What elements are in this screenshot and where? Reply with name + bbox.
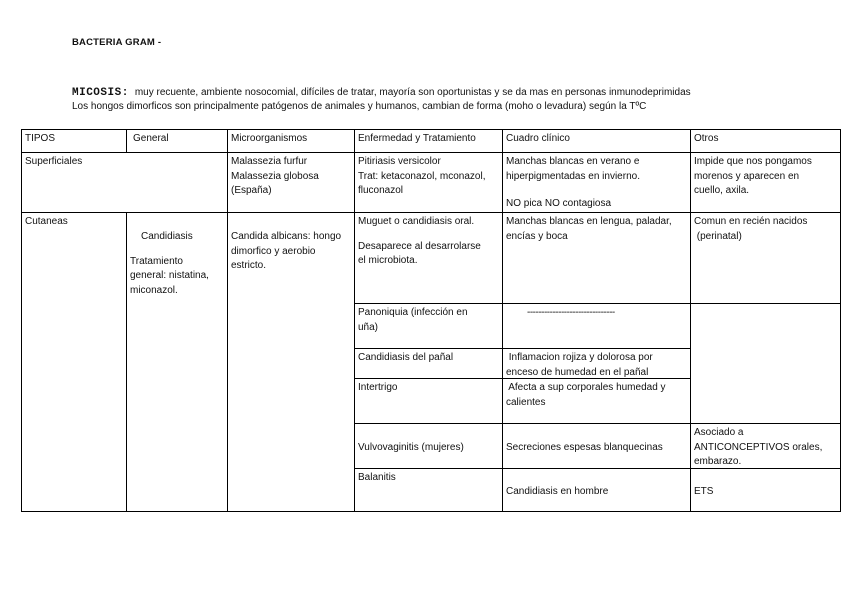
text-line: dimorfico y aerobio (231, 245, 316, 257)
text-line: Afecta a sup corporales humedad y (506, 382, 666, 393)
text-line: embarazo. (694, 456, 742, 467)
text-line: NO pica NO contagiosa (506, 198, 612, 209)
superficiales-cuadro (503, 153, 690, 212)
intro-paragraph (72, 86, 812, 114)
text-line: (España) (231, 185, 272, 196)
text-line: Candida albicans: hongo (231, 231, 342, 242)
text-line: Manchas blancas en lengua, paladar, (506, 216, 672, 227)
text-line: Malassezia globosa (231, 170, 319, 182)
general-title: Candidiasis (141, 231, 193, 242)
text-line: Manchas blancas en verano e (506, 156, 640, 167)
text-line: fluconazol (358, 185, 404, 196)
text-line: ANTICONCEPTIVOS orales, (694, 441, 823, 453)
text-line: el microbiota. (358, 255, 418, 266)
otros-vulvovaginitis (691, 424, 840, 472)
text-line: uña) (358, 321, 379, 333)
table-border-bottom (21, 511, 841, 512)
text-line: Panoniquia (infección en (358, 307, 468, 318)
intro-line-1-text: muy recuente, ambiente nosocomial, difíciles de tratar, mayoría son oportunistas y se da mas en personas inmunodeprimidas (134, 87, 691, 98)
text-line: morenos y aparecen en (694, 170, 800, 182)
enfermedad-panoniquia (355, 304, 502, 337)
otros-muguet (691, 213, 840, 246)
text-line: Tratamiento (130, 255, 183, 267)
text-line: general: nistatina, (130, 270, 209, 281)
table-header: General (133, 133, 169, 144)
cuadro-panoniquia: ------------------------------- (527, 307, 615, 318)
text-line: Asociado a (694, 427, 744, 438)
cuadro-vulvovaginitis: Secreciones espesas blanquecinas (506, 442, 663, 453)
text-line: Inflamacion rojiza y dolorosa por (506, 352, 653, 363)
superficiales-microorganismos (228, 153, 354, 201)
table-header: Cuadro clínico (506, 133, 570, 144)
micosis-keyword: MICOSIS: (72, 87, 129, 99)
cutaneas-general (127, 213, 227, 300)
table-header: Otros (694, 133, 719, 144)
table-border-right (840, 129, 841, 512)
table-border-left (21, 129, 22, 512)
enfermedad-muguet (355, 213, 502, 271)
superficiales-enfermedad (355, 153, 502, 201)
text-line: encías y boca (506, 230, 568, 242)
micosis-table (21, 129, 841, 511)
page-heading: BACTERIA GRAM - (72, 37, 162, 48)
table-header: TIPOS (25, 133, 56, 144)
text-line: hiperpigmentadas en invierno. (506, 170, 640, 182)
text-line: Impide que nos pongamos (694, 156, 812, 167)
cuadro-intertrigo (503, 379, 690, 412)
intro-line-1 (72, 86, 812, 100)
text-line: cuello, axila. (694, 185, 750, 196)
cuadro-panal (503, 349, 690, 382)
cuadro-balanitis: Candidiasis en hombre (506, 486, 609, 497)
table-header: Enfermedad y Tratamiento (358, 133, 476, 144)
enfermedad-vulvovaginitis: Vulvovaginitis (mujeres) (358, 442, 464, 453)
text-line: enceso de humedad en el pañal (506, 366, 649, 378)
enfermedad-panal: Candidiasis del pañal (358, 352, 454, 363)
text-line: Muguet o candidiasis oral. (358, 216, 475, 227)
text-line: (perinatal) (694, 230, 742, 242)
table-header: Microorganismos (231, 133, 308, 144)
enfermedad-intertrigo: Intertrigo (358, 382, 398, 393)
enfermedad-balanitis: Balanitis (358, 472, 396, 483)
cuadro-muguet (503, 213, 690, 246)
text-line: estricto. (231, 260, 267, 271)
tipo-superficiales: Superficiales (25, 156, 83, 167)
text-line: Comun en recién nacidos (694, 216, 808, 227)
table-rule (126, 129, 127, 153)
otros-balanitis: ETS (694, 486, 714, 497)
intro-line-2: Los hongos dimorficos son principalmente patógenos de animales y humanos, cambian de forma (moho o levadura) según la TºC (72, 101, 647, 112)
superficiales-otros (691, 153, 840, 201)
text-line: Desaparece al desarrolarse (358, 240, 481, 252)
text-line: Trat: ketaconazol, mconazol, (358, 170, 486, 182)
text-line: Pitiriasis versicolor (358, 156, 441, 167)
text-line: miconazol. (130, 284, 178, 296)
tipo-cutaneas: Cutaneas (25, 216, 68, 227)
cutaneas-microorganismos (228, 213, 354, 276)
text-line: calientes (506, 396, 546, 408)
text-line: Malassezia furfur (231, 156, 308, 167)
